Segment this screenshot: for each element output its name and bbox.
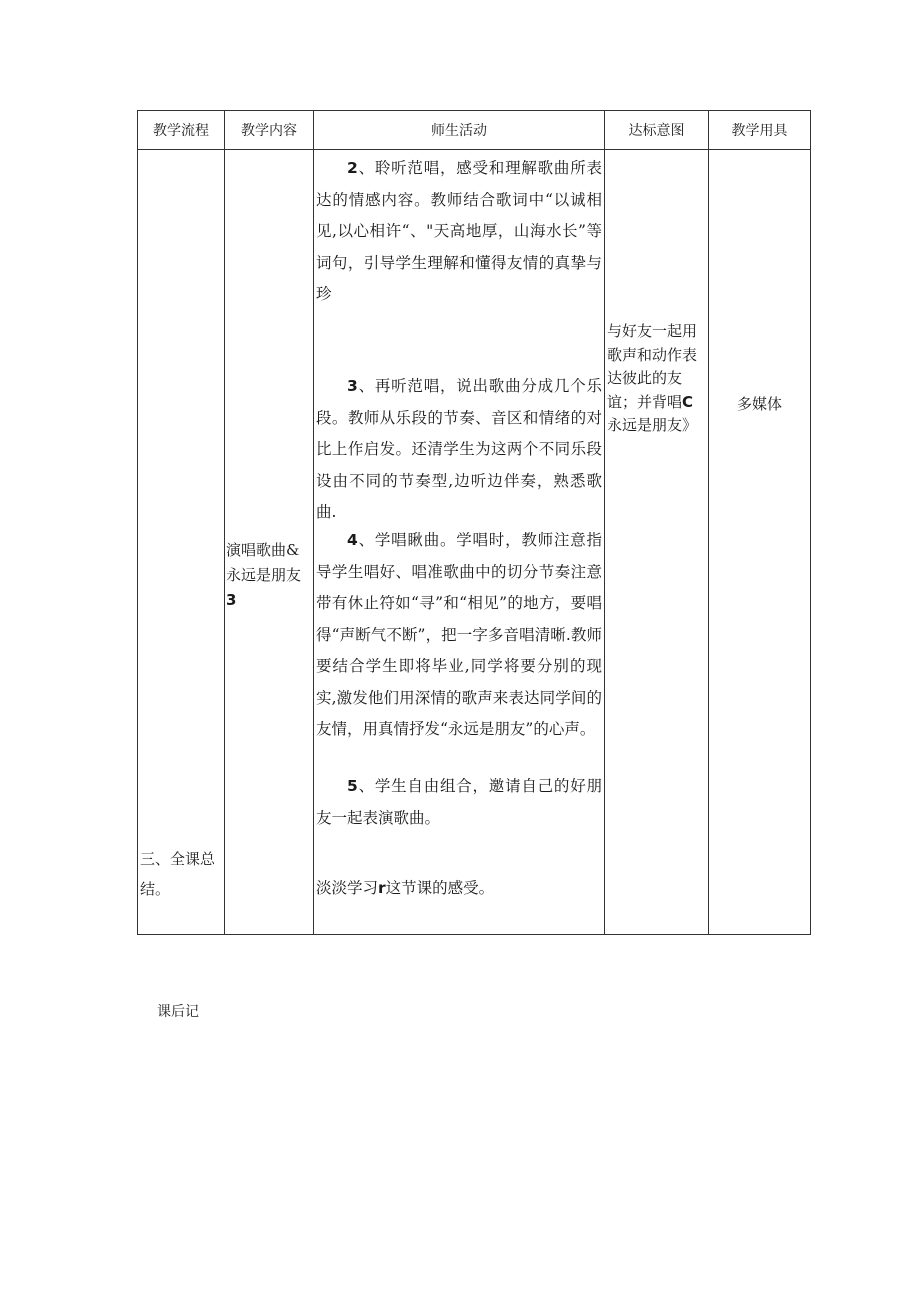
activity-5	[316, 771, 602, 834]
activity-2-number: 2	[347, 159, 358, 177]
activity-4-number: 4	[347, 531, 358, 549]
activities-cell	[314, 150, 605, 935]
activity-3-text: 、再听范唱，说出歌曲分成几个乐段。教师从乐段的节奏、音区和情绪的对比上作启发。还清学生为这两个不同乐段设由不同的节奏型,边听边伴奏，熟悉歌曲.	[316, 377, 602, 521]
goal-text	[607, 320, 706, 438]
flow-section-label: 三、全课总结。	[140, 850, 216, 898]
goal-cell	[605, 150, 709, 935]
tools-text: 多媒体	[736, 395, 782, 413]
summary-text-a: 淡淡学习	[316, 879, 379, 897]
summary-text-bold: r	[378, 879, 386, 897]
after-class-notes-label: 课后记	[157, 1004, 199, 1020]
header-goal-intent: 达标意图	[605, 111, 709, 150]
activity-3	[316, 371, 602, 529]
summary-activity	[316, 873, 602, 905]
activity-4	[316, 525, 602, 746]
activity-5-text: 、学生自由组合，邀请自己的好朋友一起表演歌曲。	[316, 777, 602, 827]
summary-text-b: 这节课的感受。	[385, 879, 495, 897]
tools-cell	[709, 150, 811, 935]
goal-text-bold: C	[682, 392, 694, 411]
activity-3-number: 3	[347, 377, 358, 395]
header-teaching-flow: 教学流程	[138, 111, 225, 150]
content-cell	[225, 150, 314, 935]
lesson-plan-table	[137, 110, 811, 935]
goal-text-a: 与好友一起用歌声和动作表达彼此的友谊；并背唱	[607, 322, 698, 411]
goal-text-b: 永远是朋友》	[607, 416, 698, 434]
content-line-1: 演唱歌曲&	[226, 541, 300, 559]
activity-2	[316, 153, 602, 311]
table-header-row	[138, 111, 811, 150]
table-body-row	[138, 150, 811, 935]
activity-5-number: 5	[347, 777, 358, 795]
flow-cell	[138, 150, 225, 935]
content-line-2: 永远是朋友	[226, 566, 302, 584]
content-text	[226, 538, 312, 613]
header-activities: 师生活动	[314, 111, 605, 150]
activity-4-text: 、学唱瞅曲。学唱时，教师注意指导学生唱好、唱准歌曲中的切分节奏注意带有休止符如“寻”和“相见”的地方，要唱得“声断气不断”，把一字多音唱清晰.教师要结合学生即将毕业,同学将要分别的现实,激发他们用深情的歌声来表达同学间的友情，用真情抒发“永远是朋友”的心声。	[316, 531, 602, 738]
content-line-3: 3	[226, 591, 237, 609]
activity-2-text: 、聆听范唱，感受和理解歌曲所表达的情感内容。教师结合歌词中“以诚相见,以心相许“、"天高地厚，山海水长”等词句，引导学生理解和懂得友情的真挚与珍	[316, 159, 602, 303]
header-teaching-content: 教学内容	[225, 111, 314, 150]
header-teaching-tools: 教学用具	[709, 111, 811, 150]
